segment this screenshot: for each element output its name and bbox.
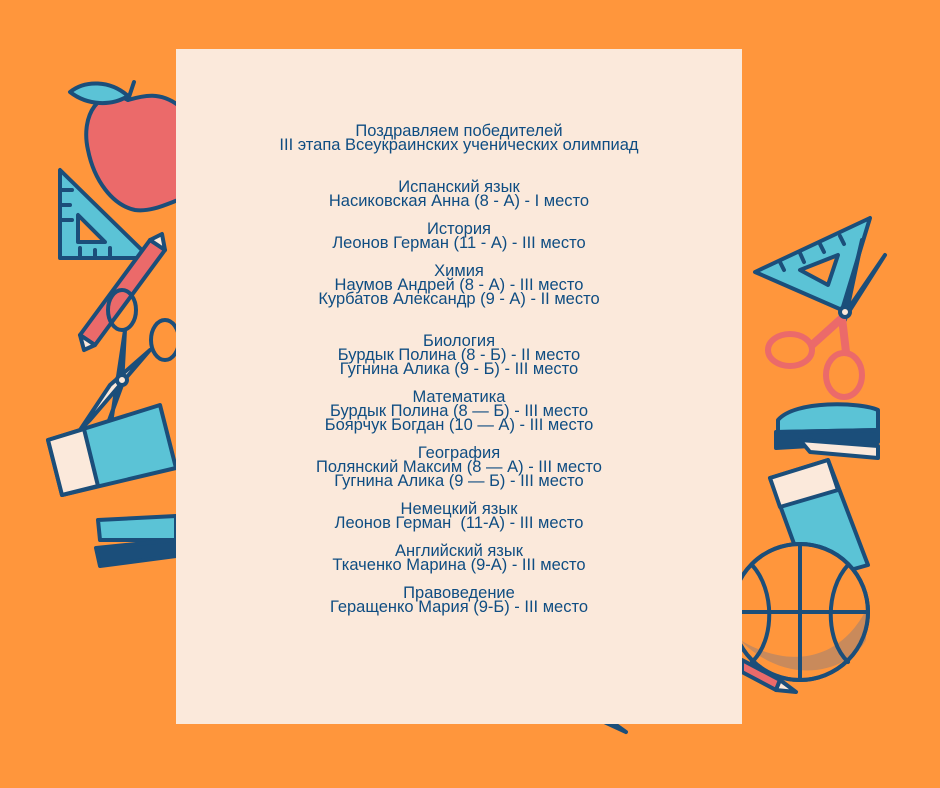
winner-line: Гугнина Алика (9 - Б) - III место (339, 360, 579, 378)
winner-line: Боярчук Богдан (10 — А) - III место (324, 416, 594, 434)
winner-line: Гугнина Алика (9 — Б) - III место (334, 472, 584, 490)
subject-heading: Правоведение (403, 584, 515, 602)
stapler-icon (96, 516, 176, 566)
winner-line: Курбатов Александр (9 - А) - II место (318, 290, 600, 308)
winner-line: Наумов Андрей (8 - А) - III место (334, 276, 584, 294)
winner-line: Полянский Максим (8 — А) - III место (316, 458, 602, 476)
subject-heading: Биология (422, 332, 496, 350)
winner-line: Бурдык Полина (8 — Б) - III место (330, 402, 588, 420)
set-square-icon (755, 218, 870, 310)
subject-heading: Английский язык (395, 542, 523, 560)
subject-heading: Немецкий язык (400, 500, 518, 518)
apple-icon (70, 82, 178, 210)
winner-line: Ткаченко Марина (9-А) - III место (332, 556, 586, 574)
basketball-icon (732, 544, 868, 680)
subject-heading: География (417, 444, 501, 462)
winner-line: Бурдык Полина (8 - Б) - II место (337, 346, 581, 364)
winner-line: Леонов Герман (11-А) - III место (334, 514, 584, 532)
subject-heading: История (427, 220, 491, 238)
subject-heading: Математика (412, 388, 506, 406)
eraser-icon (48, 405, 176, 495)
subject-heading: Испанский язык (398, 178, 520, 196)
winner-line: Геращенко Мария (9-Б) - III место (329, 598, 589, 616)
winner-line: Насиковская Анна (8 - А) - I место (328, 192, 590, 210)
winner-line: Леонов Герман (11 - А) - III место (332, 234, 586, 252)
subject-heading: Химия (434, 262, 484, 280)
title-line-2: ІІІ этапа Всеукраинских ученических олимпиад (279, 136, 639, 154)
stapler-icon (776, 404, 878, 458)
title-line-1: Поздравляем победителей (355, 122, 563, 140)
announcement-card (176, 49, 742, 724)
